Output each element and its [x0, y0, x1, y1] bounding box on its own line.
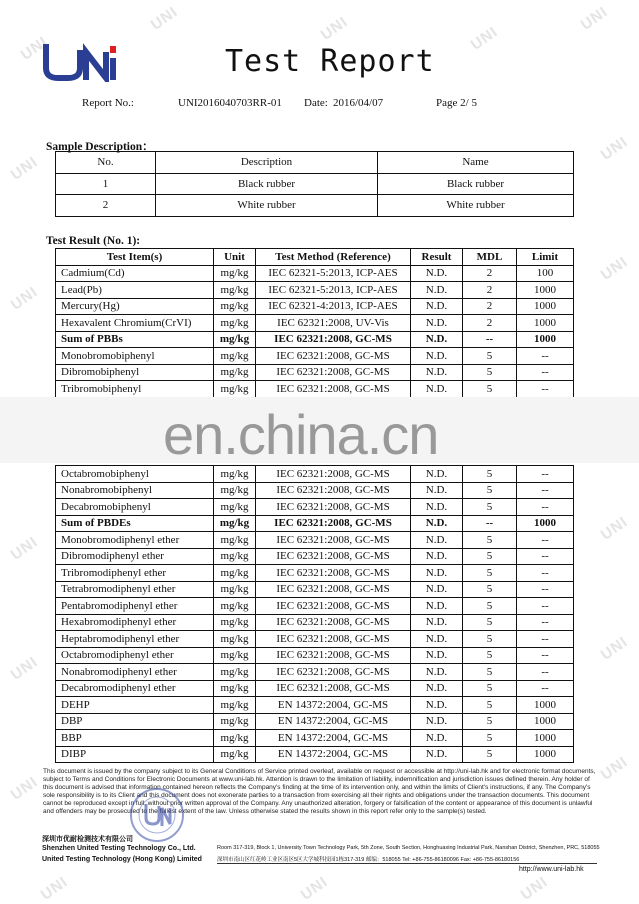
disclaimer-text: This document is issued by the company subject to its General Conditions of Service printed overleaf, available on request or accessible at http://uni-lab.hk and for electronic format documents, subject to Terms and Conditions for Electronic Documents at www.uni-lab.hk. Attention is drawn to the limitation of liability, indemnification and jurisdiction issues defined therein. Any holder of this document is advised that information contained hereon reflects the Company's finding at the time of its intervention only, and within the limits of Client's instructions, if any. The Company's sole responsibility is to its Client and this document does not exonerate parties to a transaction from exercising all their rights and obligations under the transaction documents. This document cannot be reproduced except in full, without prior written approval of the Company. Any unauthorized alteration, forgery or falsification of the content or appearance of this document is unlawful and offenders may be prosecuted to the fullest extent of the law. Unless otherwise stated the results shown in this report refer only to the sample(s) tested.	[43, 768, 596, 815]
watermark-text: UNI	[597, 513, 632, 544]
page-title: Test Report	[225, 44, 435, 79]
unit: mg/kg	[214, 581, 256, 598]
limit: --	[517, 499, 574, 516]
mdl: 5	[463, 598, 517, 615]
result: N.D.	[411, 713, 463, 730]
result: N.D.	[411, 664, 463, 681]
unit: mg/kg	[214, 548, 256, 565]
watermark-text: UNI	[597, 133, 632, 164]
limit: 1000	[517, 730, 574, 747]
unit: mg/kg	[214, 565, 256, 582]
unit: mg/kg	[214, 482, 256, 499]
table-row	[56, 499, 574, 516]
address-en: Room 317-319, Block 1, University Town Technology Park, 5th Zone, South Section, Honghuaxing Industrial Park, Nanshan District, Shenzhen, PRC, 518055	[217, 845, 600, 851]
table-row	[56, 647, 574, 664]
mdl: 2	[463, 265, 517, 282]
result-section-title: Test Result (No. 1):	[46, 235, 141, 247]
test-item: Tribromodiphenyl ether	[56, 565, 214, 582]
mdl: 2	[463, 282, 517, 299]
date-label: Date:	[304, 97, 328, 109]
table-row	[56, 173, 574, 195]
company-logo	[42, 42, 118, 87]
unit: mg/kg	[214, 348, 256, 365]
test-item: Tetrabromodiphenyl ether	[56, 581, 214, 598]
sample-table	[55, 151, 574, 217]
date-value: 2016/04/07	[333, 97, 384, 109]
limit: --	[517, 614, 574, 631]
table-row	[56, 631, 574, 648]
result: N.D.	[411, 364, 463, 381]
result: N.D.	[411, 565, 463, 582]
result: N.D.	[411, 548, 463, 565]
table-row	[56, 265, 574, 282]
table-row	[56, 581, 574, 598]
test-item: Pentabromodiphenyl ether	[56, 598, 214, 615]
test-item: Monobromobiphenyl	[56, 348, 214, 365]
test-item: Lead(Pb)	[56, 282, 214, 299]
watermark-text: UNI	[7, 533, 42, 564]
footer-divider	[217, 863, 597, 864]
unit: mg/kg	[214, 466, 256, 483]
result: N.D.	[411, 532, 463, 549]
result: N.D.	[411, 499, 463, 516]
company-seal	[128, 786, 186, 849]
watermark-text: UNI	[467, 23, 502, 54]
sample-col-name: Name	[378, 152, 574, 174]
test-method: IEC 62321:2008, GC-MS	[256, 647, 411, 664]
table-row	[56, 348, 574, 365]
mdl: 2	[463, 315, 517, 332]
col-test-method: Test Method (Reference)	[256, 249, 411, 266]
test-method: IEC 62321:2008, UV-Vis	[256, 315, 411, 332]
report-no-label: Report No.:	[82, 97, 134, 109]
table-row	[56, 614, 574, 631]
unit: mg/kg	[214, 499, 256, 516]
table-row	[56, 315, 574, 332]
table-row	[56, 364, 574, 381]
page-number: Page 2/ 5	[436, 97, 477, 109]
unit: mg/kg	[214, 730, 256, 747]
test-method: IEC 62321:2008, GC-MS	[256, 499, 411, 516]
test-method: IEC 62321:2008, GC-MS	[256, 331, 411, 348]
test-item: Octabromobiphenyl	[56, 466, 214, 483]
test-item: Nonabromobiphenyl	[56, 482, 214, 499]
watermark-text: UNI	[317, 13, 352, 44]
col-limit: Limit	[517, 249, 574, 266]
website-link[interactable]: http://www.uni-lab.hk	[519, 866, 584, 873]
mdl: 5	[463, 532, 517, 549]
watermark-text: UNI	[7, 153, 42, 184]
test-method: IEC 62321-4:2013, ICP-AES	[256, 298, 411, 315]
unit: mg/kg	[214, 598, 256, 615]
test-item: Dibromobiphenyl	[56, 364, 214, 381]
result-table-bottom	[55, 465, 574, 763]
test-method: EN 14372:2004, GC-MS	[256, 730, 411, 747]
watermark-text: UNI	[297, 873, 332, 904]
test-item: Tribromobiphenyl	[56, 381, 214, 398]
limit: 1000	[517, 713, 574, 730]
col-test-item: Test Item(s)	[56, 249, 214, 266]
company-name-cn: 深圳市优耐检测技术有限公司	[42, 836, 133, 843]
test-item: Heptabromodiphenyl ether	[56, 631, 214, 648]
watermark-text: UNI	[597, 753, 632, 784]
test-method: EN 14372:2004, GC-MS	[256, 713, 411, 730]
test-item: Monobromodiphenyl ether	[56, 532, 214, 549]
test-method: IEC 62321:2008, GC-MS	[256, 364, 411, 381]
mdl: 5	[463, 697, 517, 714]
mdl: 5	[463, 482, 517, 499]
test-method: IEC 62321:2008, GC-MS	[256, 614, 411, 631]
test-item: Decabromobiphenyl	[56, 499, 214, 516]
table-row	[56, 565, 574, 582]
result: N.D.	[411, 730, 463, 747]
test-item: Octabromodiphenyl ether	[56, 647, 214, 664]
sample-description: White rubber	[156, 195, 378, 217]
sample-name: Black rubber	[378, 173, 574, 195]
limit: --	[517, 680, 574, 697]
result: N.D.	[411, 331, 463, 348]
test-item: Nonabromodiphenyl ether	[56, 664, 214, 681]
limit: --	[517, 598, 574, 615]
mdl: --	[463, 515, 517, 532]
unit: mg/kg	[214, 614, 256, 631]
test-method: IEC 62321:2008, GC-MS	[256, 631, 411, 648]
unit: mg/kg	[214, 282, 256, 299]
watermark-text: UNI	[517, 873, 552, 904]
test-method: IEC 62321:2008, GC-MS	[256, 680, 411, 697]
mdl: 5	[463, 348, 517, 365]
company-name-en-1: Shenzhen United Testing Technology Co., Ltd.	[42, 845, 196, 852]
result: N.D.	[411, 265, 463, 282]
unit: mg/kg	[214, 315, 256, 332]
test-item: Sum of PBDEs	[56, 515, 214, 532]
test-item: DEHP	[56, 697, 214, 714]
logo-text	[42, 42, 44, 43]
result: N.D.	[411, 680, 463, 697]
test-method: IEC 62321:2008, GC-MS	[256, 548, 411, 565]
test-item: Hexavalent Chromium(CrVI)	[56, 315, 214, 332]
unit: mg/kg	[214, 697, 256, 714]
mdl: 5	[463, 631, 517, 648]
watermark-text: UNI	[597, 253, 632, 284]
watermark-text: UNI	[577, 3, 612, 34]
test-method: IEC 62321:2008, GC-MS	[256, 482, 411, 499]
report-no: UNI2016040703RR-01	[178, 97, 282, 109]
test-method: IEC 62321:2008, GC-MS	[256, 381, 411, 398]
limit: 1000	[517, 331, 574, 348]
result: N.D.	[411, 598, 463, 615]
limit: --	[517, 664, 574, 681]
limit: --	[517, 647, 574, 664]
test-item: Hexabromodiphenyl ether	[56, 614, 214, 631]
result: N.D.	[411, 381, 463, 398]
unit: mg/kg	[214, 631, 256, 648]
limit: 1000	[517, 315, 574, 332]
table-row	[56, 482, 574, 499]
mdl: 5	[463, 364, 517, 381]
table-row	[56, 664, 574, 681]
table-row	[56, 730, 574, 747]
limit: 1000	[517, 298, 574, 315]
test-method: IEC 62321:2008, GC-MS	[256, 565, 411, 582]
result: N.D.	[411, 581, 463, 598]
limit: --	[517, 548, 574, 565]
watermark-text: UNI	[17, 33, 52, 64]
mdl: 5	[463, 499, 517, 516]
test-method: IEC 62321:2008, GC-MS	[256, 581, 411, 598]
sample-description: Black rubber	[156, 173, 378, 195]
limit: 1000	[517, 697, 574, 714]
col-unit: Unit	[214, 249, 256, 266]
unit: mg/kg	[214, 680, 256, 697]
mdl: 5	[463, 664, 517, 681]
table-row	[56, 466, 574, 483]
test-item: DIBP	[56, 746, 214, 763]
test-item: Mercury(Hg)	[56, 298, 214, 315]
table-row	[56, 195, 574, 217]
test-method: IEC 62321:2008, GC-MS	[256, 664, 411, 681]
test-item: Sum of PBBs	[56, 331, 214, 348]
test-method: IEC 62321:2008, GC-MS	[256, 466, 411, 483]
mdl: 5	[463, 565, 517, 582]
table-row	[56, 282, 574, 299]
test-method: IEC 62321:2008, GC-MS	[256, 348, 411, 365]
watermark-text: UNI	[37, 873, 72, 904]
mdl: 5	[463, 466, 517, 483]
unit: mg/kg	[214, 515, 256, 532]
test-item: BBP	[56, 730, 214, 747]
result: N.D.	[411, 515, 463, 532]
test-method: EN 14372:2004, GC-MS	[256, 697, 411, 714]
unit: mg/kg	[214, 298, 256, 315]
mdl: 5	[463, 713, 517, 730]
test-method: IEC 62321:2008, GC-MS	[256, 598, 411, 615]
result-table-top	[55, 248, 574, 398]
mdl: 5	[463, 581, 517, 598]
result: N.D.	[411, 614, 463, 631]
result: N.D.	[411, 466, 463, 483]
mdl: 5	[463, 730, 517, 747]
unit: mg/kg	[214, 381, 256, 398]
mdl: 5	[463, 548, 517, 565]
unit: mg/kg	[214, 713, 256, 730]
watermark-text: UNI	[7, 283, 42, 314]
result: N.D.	[411, 348, 463, 365]
limit: --	[517, 348, 574, 365]
table-row	[56, 598, 574, 615]
test-item: Cadmium(Cd)	[56, 265, 214, 282]
result: N.D.	[411, 282, 463, 299]
company-name-en-2: United Testing Technology (Hong Kong) Limited	[42, 856, 202, 863]
result: N.D.	[411, 647, 463, 664]
test-method: EN 14372:2004, GC-MS	[256, 746, 411, 763]
limit: --	[517, 565, 574, 582]
sample-col-no: No.	[56, 152, 156, 174]
limit: 1000	[517, 746, 574, 763]
table-row	[56, 298, 574, 315]
address-cn: 深圳市南山区红花岭工业区南区5区大学城科技园1栋317-319 邮编：518055 Tel: +86-755-86180096 Fax: +86-755-86180156	[217, 857, 520, 863]
mdl: --	[463, 331, 517, 348]
limit: 1000	[517, 515, 574, 532]
table-row	[56, 331, 574, 348]
sample-col-description: Description	[156, 152, 378, 174]
mdl: 5	[463, 680, 517, 697]
mdl: 5	[463, 746, 517, 763]
table-row	[56, 746, 574, 763]
watermark-text: UNI	[7, 653, 42, 684]
limit: --	[517, 381, 574, 398]
limit: 100	[517, 265, 574, 282]
test-item: Decabromodiphenyl ether	[56, 680, 214, 697]
mdl: 5	[463, 614, 517, 631]
unit: mg/kg	[214, 532, 256, 549]
unit: mg/kg	[214, 364, 256, 381]
overlay-watermark-text: en.china.cn	[163, 403, 439, 466]
result: N.D.	[411, 631, 463, 648]
result: N.D.	[411, 697, 463, 714]
watermark-text: UNI	[147, 3, 182, 34]
test-method: IEC 62321:2008, GC-MS	[256, 532, 411, 549]
unit: mg/kg	[214, 647, 256, 664]
result: N.D.	[411, 315, 463, 332]
limit: --	[517, 532, 574, 549]
test-item: Dibromodiphenyl ether	[56, 548, 214, 565]
test-item: DBP	[56, 713, 214, 730]
mdl: 5	[463, 381, 517, 398]
table-row	[56, 713, 574, 730]
table-row	[56, 697, 574, 714]
table-row	[56, 548, 574, 565]
col-mdl: MDL	[463, 249, 517, 266]
mdl: 5	[463, 647, 517, 664]
sample-no: 2	[56, 195, 156, 217]
unit: mg/kg	[214, 664, 256, 681]
unit: mg/kg	[214, 331, 256, 348]
test-method: IEC 62321-5:2013, ICP-AES	[256, 282, 411, 299]
limit: --	[517, 364, 574, 381]
watermark-text: UNI	[7, 773, 42, 804]
unit: mg/kg	[214, 746, 256, 763]
limit: 1000	[517, 282, 574, 299]
col-result: Result	[411, 249, 463, 266]
table-row	[56, 515, 574, 532]
sample-section-title: Sample Description：	[46, 141, 154, 153]
mdl: 2	[463, 298, 517, 315]
result: N.D.	[411, 298, 463, 315]
watermark-text: UNI	[597, 633, 632, 664]
test-method: IEC 62321:2008, GC-MS	[256, 515, 411, 532]
table-row	[56, 680, 574, 697]
test-method: IEC 62321-5:2013, ICP-AES	[256, 265, 411, 282]
limit: --	[517, 581, 574, 598]
limit: --	[517, 466, 574, 483]
result: N.D.	[411, 482, 463, 499]
result: N.D.	[411, 746, 463, 763]
limit: --	[517, 631, 574, 648]
limit: --	[517, 482, 574, 499]
table-row	[56, 532, 574, 549]
sample-name: White rubber	[378, 195, 574, 217]
unit: mg/kg	[214, 265, 256, 282]
table-row	[56, 381, 574, 398]
sample-no: 1	[56, 173, 156, 195]
